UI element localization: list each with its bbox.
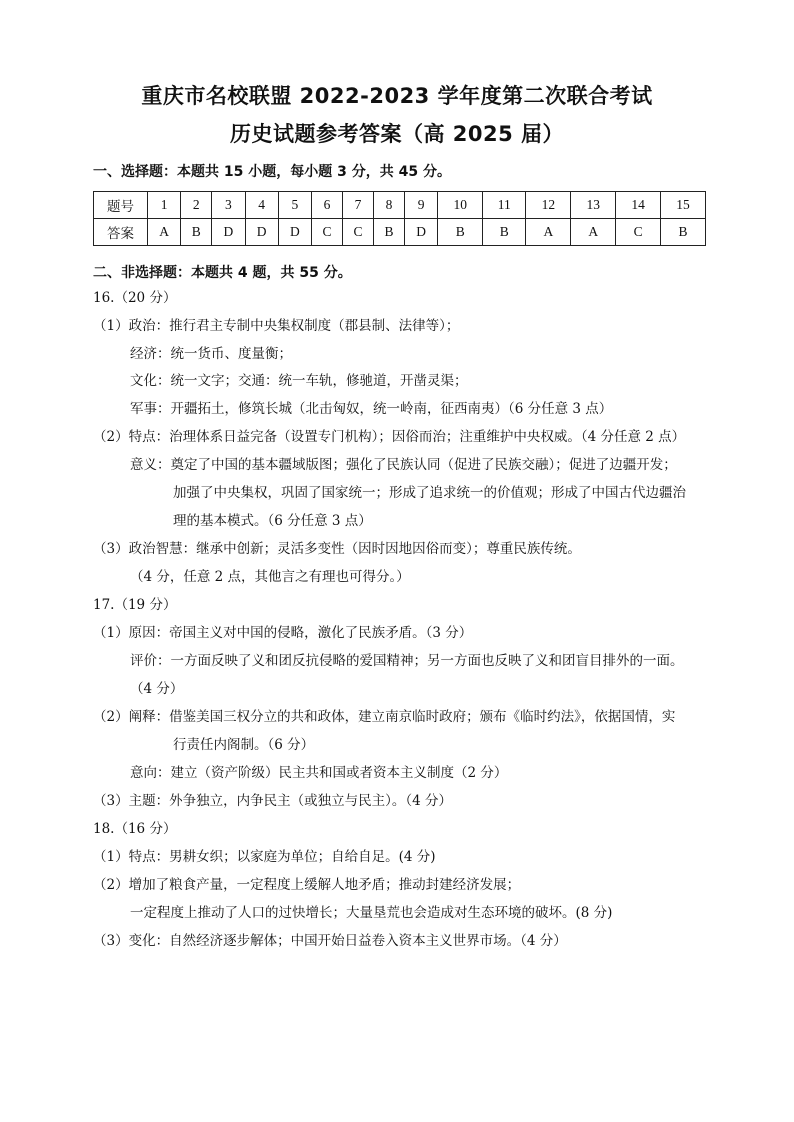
answer-line: （3）政治智慧：继承中创新；灵活多变性（因时因地因俗而变）；尊重民族传统。 [93,541,581,557]
page-subtitle: 历史试题参考答案（高 2025 届） [229,122,565,146]
answer-cell: B [181,219,212,246]
question-17-header: 17.（19 分） [93,597,177,613]
question-number: 7 [343,192,374,219]
answer-cell: B [374,219,405,246]
question-number: 2 [181,192,212,219]
question-number: 15 [661,192,706,219]
answer-cell: A [571,219,616,246]
answer-row [94,219,706,246]
answer-line: （3）变化：自然经济逐步解体；中国开始日益卷入资本主义世界市场。（4 分） [93,933,567,949]
answer-table [93,191,706,246]
answer-line: （2）增加了粮食产量，一定程度上缓解人地矛盾；推动封建经济发展； [93,877,521,893]
answer-cell: C [616,219,661,246]
answer-line: 文化：统一文字；交通：统一车轨，修驰道，开凿灵渠； [130,373,468,389]
answer-cell: A [526,219,571,246]
answer-line: （1）特点：男耕女织；以家庭为单位；自给自足。(4 分) [93,849,436,865]
answer-line: （1）原因：帝国主义对中国的侵略，激化了民族矛盾。（3 分） [93,625,473,641]
answer-line: 军事：开疆拓土，修筑长城（北击匈奴，统一岭南，征西南夷）（6 分任意 3 点） [130,401,613,417]
row-label-answer: 答案 [94,219,148,246]
answer-line: （2）阐释：借鉴美国三权分立的共和政体，建立南京临时政府；颁布《临时约法》，依据国情，实 [93,709,676,725]
question-number: 10 [438,192,483,219]
answer-cell: B [661,219,706,246]
answer-cell: D [278,219,311,246]
section-1-heading: 一、选择题：本题共 15 小题，每小题 3 分，共 45 分。 [93,164,451,180]
answer-cell: A [148,219,181,246]
answer-line: 加强了中央集权，巩固了国家统一；形成了追求统一的价值观；形成了中国古代边疆治 [173,485,686,501]
answer-line: 一定程度上推动了人口的过快增长；大量垦荒也会造成对生态环境的破坏。(8 分) [130,905,613,921]
question-number: 13 [571,192,616,219]
page-title: 重庆市名校联盟 2022-2023 学年度第二次联合考试 [141,84,653,108]
row-label-number: 题号 [94,192,148,219]
answer-line: （4 分） [130,681,184,697]
answer-line: 行责任内阁制。（6 分） [173,737,315,753]
answer-line: （1）政治：推行君主专制中央集权制度（郡县制、法律等）； [93,318,460,334]
answer-cell: B [483,219,526,246]
answer-line: 意义：奠定了中国的基本疆域版图；强化了民族认同（促进了民族交融）；促进了边疆开发； [130,457,677,473]
question-number: 1 [148,192,181,219]
question-number: 3 [212,192,245,219]
question-number: 4 [245,192,278,219]
question-number: 12 [526,192,571,219]
section-2-heading: 二、非选择题：本题共 4 题，共 55 分。 [93,265,352,281]
question-18-header: 18.（16 分） [93,821,177,837]
question-number: 14 [616,192,661,219]
answer-line: （2）特点：治理体系日益完备（设置专门机构）；因俗而治；注重维护中央权威。（4 分任意 2 点） [93,429,686,445]
question-number: 11 [483,192,526,219]
answer-cell: B [438,219,483,246]
answer-cell: C [343,219,374,246]
question-number: 9 [405,192,438,219]
answer-line: 理的基本模式。（6 分任意 3 点） [173,513,372,529]
answer-line: 经济：统一货币、度量衡； [130,346,292,362]
answer-cell: D [245,219,278,246]
question-16-header: 16.（20 分） [93,290,177,306]
answer-line: （3）主题：外争独立，内争民主（或独立与民主）。（4 分） [93,793,452,809]
answer-cell: D [212,219,245,246]
answer-cell: C [312,219,343,246]
question-number-row [94,192,706,219]
question-number: 5 [278,192,311,219]
answer-line: 意向：建立（资产阶级）民主共和国或者资本主义制度（2 分） [130,765,508,781]
question-number: 8 [374,192,405,219]
answer-line: 评价：一方面反映了义和团反抗侵略的爱国精神；另一方面也反映了义和团盲目排外的一面。 [130,653,684,669]
answer-line: （4 分，任意 2 点，其他言之有理也可得分。） [130,569,410,585]
question-number: 6 [312,192,343,219]
answer-cell: D [405,219,438,246]
